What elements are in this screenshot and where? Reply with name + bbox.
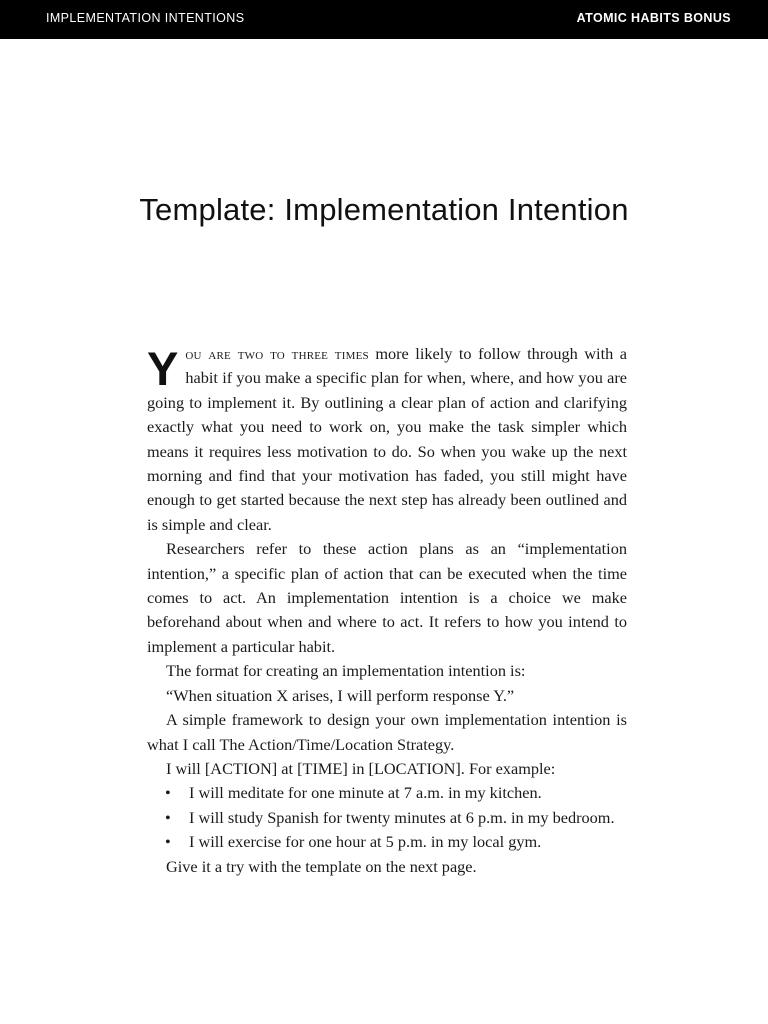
definition-paragraph: Researchers refer to these action plans as an “implementation intention,” a specific plan of action that can be executed when the time comes to act. An implementation intention is a choice we make beforehand about when and where to act. It refers to how you intend to implement a particular habit. — [147, 539, 627, 656]
page-title: Template: Implementation Intention — [139, 192, 629, 227]
drop-cap: Y — [147, 342, 179, 395]
list-item: • I will study Spanish for twenty minutes at 6 p.m. in my bedroom. — [147, 806, 627, 830]
framework-paragraph: A simple framework to design your own implementation intention is what I call The Action/Time/Location Strategy. — [147, 710, 627, 754]
list-item: • I will exercise for one hour at 5 p.m. in my local gym. — [147, 830, 627, 854]
closing-paragraph: Give it a try with the template on the next page. — [166, 856, 477, 876]
format-quote: “When situation X arises, I will perform response Y.” — [166, 685, 515, 705]
list-item: • I will meditate for one minute at 7 a.m. in my kitchen. — [147, 781, 627, 805]
strategy-paragraph: I will [ACTION] at [TIME] in [LOCATION]. For example: — [166, 758, 556, 778]
header-bar — [0, 0, 768, 39]
section-label: IMPLEMENTATION INTENTIONS — [46, 11, 245, 25]
intro-paragraph — [147, 342, 627, 537]
book-label: ATOMIC HABITS BONUS — [576, 11, 731, 25]
format-paragraph: The format for creating an implementation intention is: — [166, 661, 526, 681]
intro-text: more likely to follow through with a habit if you make a specific plan for when, where, and how you are going to implement it. By outlining a clear plan of action and clarifying exactly what you need to work on, you make the task simpler which means it requires less motivation to do. So when you wake up the next morning and find that your motivation has faded, you still might have enough to get started because the next step has already been outlined and is simple and clear. — [147, 344, 627, 534]
body-text — [147, 342, 627, 879]
example-list — [147, 781, 627, 854]
intro-small-caps: ou are two to three times — [185, 344, 369, 363]
